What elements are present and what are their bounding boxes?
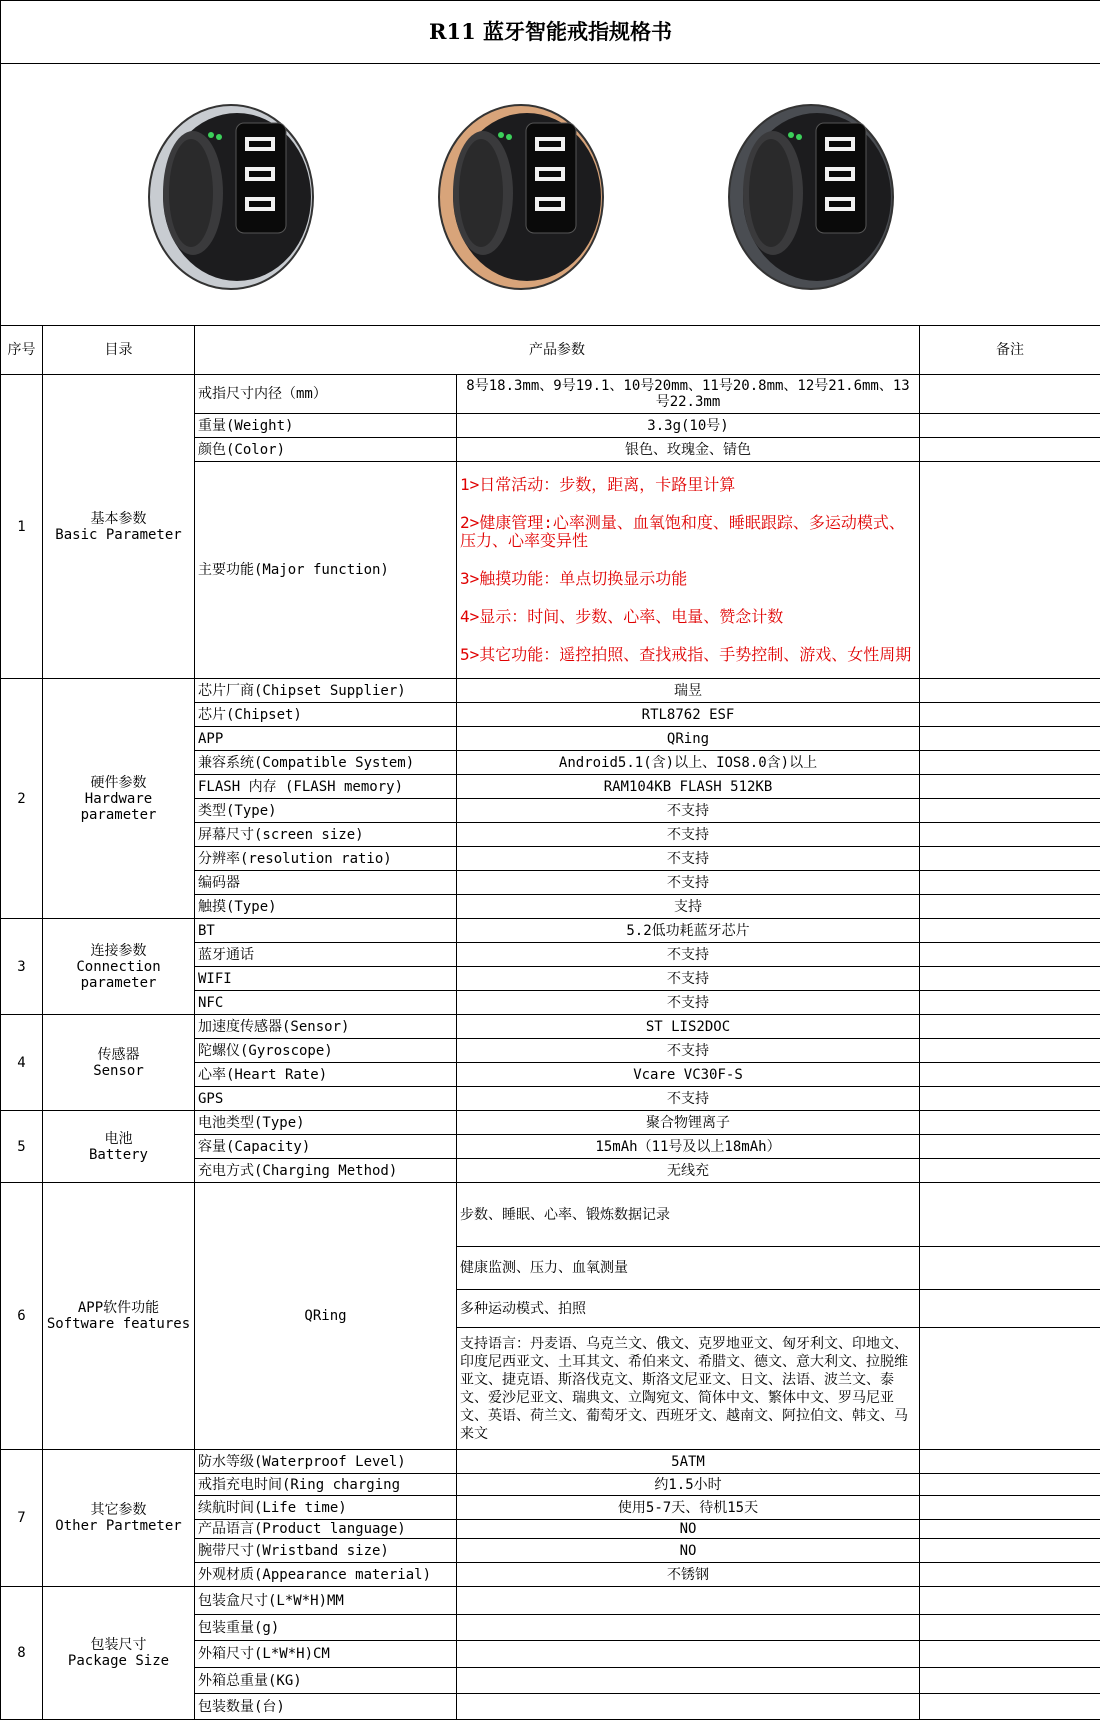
param-label: 戒指尺寸内径（mm） bbox=[195, 375, 457, 414]
remark-cell bbox=[920, 871, 1100, 895]
param-value: 15mAh（11号及以上18mAh） bbox=[457, 1135, 920, 1159]
param-label: 编码器 bbox=[195, 871, 457, 895]
remark-cell bbox=[920, 1159, 1100, 1183]
section-no: 2 bbox=[1, 679, 43, 919]
param-label: 分辨率(resolution ratio) bbox=[195, 847, 457, 871]
remark-cell bbox=[920, 1587, 1100, 1615]
remark-cell bbox=[920, 1694, 1100, 1720]
param-label: 触摸(Type) bbox=[195, 895, 457, 919]
param-value: 不支持 bbox=[457, 823, 920, 847]
param-label: 腕带尺寸(Wristband size) bbox=[195, 1539, 457, 1563]
remark-cell bbox=[920, 1474, 1100, 1496]
param-value: 不支持 bbox=[457, 1087, 920, 1111]
param-value: 瑞昱 bbox=[457, 679, 920, 703]
remark-cell bbox=[920, 799, 1100, 823]
function-item: 4>显示：时间、步数、心率、电量、赞念计数 bbox=[460, 607, 784, 626]
remark-cell bbox=[920, 703, 1100, 727]
param-label: 加速度传感器(Sensor) bbox=[195, 1015, 457, 1039]
header-remarks: 备注 bbox=[920, 326, 1100, 375]
param-value: 5.2低功耗蓝牙芯片 bbox=[457, 919, 920, 943]
param-label: 颜色(Color) bbox=[195, 438, 457, 462]
param-value: 5ATM bbox=[457, 1450, 920, 1474]
param-value bbox=[457, 1668, 920, 1694]
ring-image bbox=[439, 105, 603, 289]
remark-cell bbox=[920, 991, 1100, 1015]
remark-cell bbox=[920, 1668, 1100, 1694]
param-value: 不支持 bbox=[457, 991, 920, 1015]
remark-cell bbox=[920, 919, 1100, 943]
remark-cell bbox=[920, 1111, 1100, 1135]
param-label: 重量(Weight) bbox=[195, 414, 457, 438]
param-label: 芯片(Chipset) bbox=[195, 703, 457, 727]
param-label: 外箱尺寸(L*W*H)CM bbox=[195, 1641, 457, 1668]
param-value: 不支持 bbox=[457, 1039, 920, 1063]
param-value: NO bbox=[457, 1520, 920, 1539]
param-value: 约1.5小时 bbox=[457, 1474, 920, 1496]
remark-cell bbox=[920, 679, 1100, 703]
param-label: NFC bbox=[195, 991, 457, 1015]
param-value bbox=[457, 1694, 920, 1720]
major-functions bbox=[457, 462, 920, 679]
remark-cell bbox=[920, 1496, 1100, 1520]
function-item: 5>其它功能：遥控拍照、查找戒指、手势控制、游戏、女性周期 bbox=[460, 645, 912, 664]
param-value: 8号18.3mm、9号19.1、10号20mm、11号20.8mm、12号21.6mm、13号22.3mm bbox=[457, 375, 920, 414]
param-value: 不锈钢 bbox=[457, 1563, 920, 1587]
param-label: 充电方式(Charging Method) bbox=[195, 1159, 457, 1183]
param-label: 包装重量(g) bbox=[195, 1615, 457, 1641]
ring-image bbox=[149, 105, 313, 289]
param-label: BT bbox=[195, 919, 457, 943]
param-value: 不支持 bbox=[457, 967, 920, 991]
ring-image bbox=[729, 105, 893, 289]
remark-cell bbox=[920, 1183, 1100, 1247]
product-images-row bbox=[1, 64, 1100, 326]
param-label: 兼容系统(Compatible System) bbox=[195, 751, 457, 775]
param-value: 支持 bbox=[457, 895, 920, 919]
software-feature: 多种运动模式、拍照 bbox=[457, 1290, 920, 1328]
remark-cell bbox=[920, 895, 1100, 919]
product-images bbox=[1, 65, 1100, 325]
param-value: RAM104KB FLASH 512KB bbox=[457, 775, 920, 799]
param-value bbox=[457, 1615, 920, 1641]
section-no: 8 bbox=[1, 1587, 43, 1720]
header-params: 产品参数 bbox=[195, 326, 920, 375]
remark-cell bbox=[920, 775, 1100, 799]
section-no: 4 bbox=[1, 1015, 43, 1111]
remark-cell bbox=[920, 414, 1100, 438]
remark-cell bbox=[920, 943, 1100, 967]
param-label: 心率(Heart Rate) bbox=[195, 1063, 457, 1087]
remark-cell bbox=[920, 967, 1100, 991]
remark-cell bbox=[920, 1520, 1100, 1539]
section-name: 硬件参数 Hardware parameter bbox=[43, 679, 195, 919]
param-label: 防水等级(Waterproof Level) bbox=[195, 1450, 457, 1474]
param-value: 聚合物锂离子 bbox=[457, 1111, 920, 1135]
param-value: 不支持 bbox=[457, 799, 920, 823]
param-label: 续航时间(Life time) bbox=[195, 1496, 457, 1520]
remark-cell bbox=[920, 1039, 1100, 1063]
param-label: 陀螺仪(Gyroscope) bbox=[195, 1039, 457, 1063]
param-label: 外箱总重量(KG) bbox=[195, 1668, 457, 1694]
param-value: NO bbox=[457, 1539, 920, 1563]
remark-cell bbox=[920, 1563, 1100, 1587]
param-label: 蓝牙通话 bbox=[195, 943, 457, 967]
param-label: 电池类型(Type) bbox=[195, 1111, 457, 1135]
param-label: 类型(Type) bbox=[195, 799, 457, 823]
param-value bbox=[457, 1587, 920, 1615]
remark-cell bbox=[920, 1539, 1100, 1563]
param-label: 主要功能(Major function) bbox=[195, 462, 457, 679]
remark-cell bbox=[920, 1450, 1100, 1474]
remark-cell bbox=[920, 1247, 1100, 1290]
param-value: 不支持 bbox=[457, 871, 920, 895]
remark-cell bbox=[920, 1087, 1100, 1111]
param-value: QRing bbox=[457, 727, 920, 751]
function-item: 1>日常活动：步数，距离，卡路里计算 bbox=[460, 475, 736, 494]
software-feature: 健康监测、压力、血氧测量 bbox=[457, 1247, 920, 1290]
section-name: APP软件功能 Software features bbox=[43, 1183, 195, 1450]
section-no: 5 bbox=[1, 1111, 43, 1183]
param-label: 包装盒尺寸(L*W*H)MM bbox=[195, 1587, 457, 1615]
param-label: 屏幕尺寸(screen size) bbox=[195, 823, 457, 847]
param-value: 使用5-7天、待机15天 bbox=[457, 1496, 920, 1520]
remark-cell bbox=[920, 1328, 1100, 1450]
param-value bbox=[457, 1641, 920, 1668]
param-value: 无线充 bbox=[457, 1159, 920, 1183]
supported-languages: 支持语言：丹麦语、乌克兰文、俄文、克罗地亚文、匈牙利文、印地文、印度尼西亚文、土耳其文、希伯来文、希腊文、德文、意大利文、拉脱维亚文、捷克语、斯洛伐克文、斯洛文尼亚文、日文、法语、波兰文、泰文、爱沙尼亚文、瑞典文、立陶宛文、简体中文、繁体中文、罗马尼亚文、英语、荷兰文、葡萄牙文、西班牙文、越南文、阿拉伯文、韩文、马来文 bbox=[457, 1328, 920, 1450]
remark-cell bbox=[920, 727, 1100, 751]
param-value: 不支持 bbox=[457, 943, 920, 967]
section-name: 传感器 Sensor bbox=[43, 1015, 195, 1111]
param-label: WIFI bbox=[195, 967, 457, 991]
param-label: 容量(Capacity) bbox=[195, 1135, 457, 1159]
section-name: 连接参数 Connection parameter bbox=[43, 919, 195, 1015]
remark-cell bbox=[920, 1615, 1100, 1641]
param-value: 3.3g(10号) bbox=[457, 414, 920, 438]
section-name: 包装尺寸 Package Size bbox=[43, 1587, 195, 1720]
param-label: 戒指充电时间(Ring charging bbox=[195, 1474, 457, 1496]
param-label: 包装数量(台) bbox=[195, 1694, 457, 1720]
function-item: 3>触摸功能：单点切换显示功能 bbox=[460, 569, 688, 588]
param-value: RTL8762 ESF bbox=[457, 703, 920, 727]
section-no: 1 bbox=[1, 375, 43, 679]
app-name: QRing bbox=[195, 1183, 457, 1450]
remark-cell bbox=[920, 1063, 1100, 1087]
param-value: 不支持 bbox=[457, 847, 920, 871]
document-title: R11 蓝牙智能戒指规格书 bbox=[1, 1, 1100, 64]
software-feature: 步数、睡眠、心率、锻炼数据记录 bbox=[457, 1183, 920, 1247]
param-label: FLASH 内存 (FLASH memory) bbox=[195, 775, 457, 799]
remark-cell bbox=[920, 462, 1100, 679]
header-no: 序号 bbox=[1, 326, 43, 375]
function-item: 2>健康管理:心率测量、血氧饱和度、睡眠跟踪、多运动模式、压力、心率变异性 bbox=[460, 513, 905, 550]
param-label: 产品语言(Product language) bbox=[195, 1520, 457, 1539]
remark-cell bbox=[920, 1290, 1100, 1328]
remark-cell bbox=[920, 1135, 1100, 1159]
param-value: 银色、玫瑰金、锖色 bbox=[457, 438, 920, 462]
section-no: 3 bbox=[1, 919, 43, 1015]
param-label: GPS bbox=[195, 1087, 457, 1111]
remark-cell bbox=[920, 751, 1100, 775]
section-name: 基本参数 Basic Parameter bbox=[43, 375, 195, 679]
remark-cell bbox=[920, 375, 1100, 414]
ring-images bbox=[1, 65, 1091, 325]
param-label: APP bbox=[195, 727, 457, 751]
param-value: Vcare VC30F-S bbox=[457, 1063, 920, 1087]
remark-cell bbox=[920, 823, 1100, 847]
remark-cell bbox=[920, 438, 1100, 462]
header-category: 目录 bbox=[43, 326, 195, 375]
section-name: 电池 Battery bbox=[43, 1111, 195, 1183]
param-label: 外观材质(Appearance material) bbox=[195, 1563, 457, 1587]
section-no: 7 bbox=[1, 1450, 43, 1587]
section-no: 6 bbox=[1, 1183, 43, 1450]
param-value: ST LIS2DOC bbox=[457, 1015, 920, 1039]
remark-cell bbox=[920, 847, 1100, 871]
section-name: 其它参数 Other Partmeter bbox=[43, 1450, 195, 1587]
param-label: 芯片厂商(Chipset Supplier) bbox=[195, 679, 457, 703]
remark-cell bbox=[920, 1015, 1100, 1039]
param-value: Android5.1(含)以上、IOS8.0含)以上 bbox=[457, 751, 920, 775]
remark-cell bbox=[920, 1641, 1100, 1668]
